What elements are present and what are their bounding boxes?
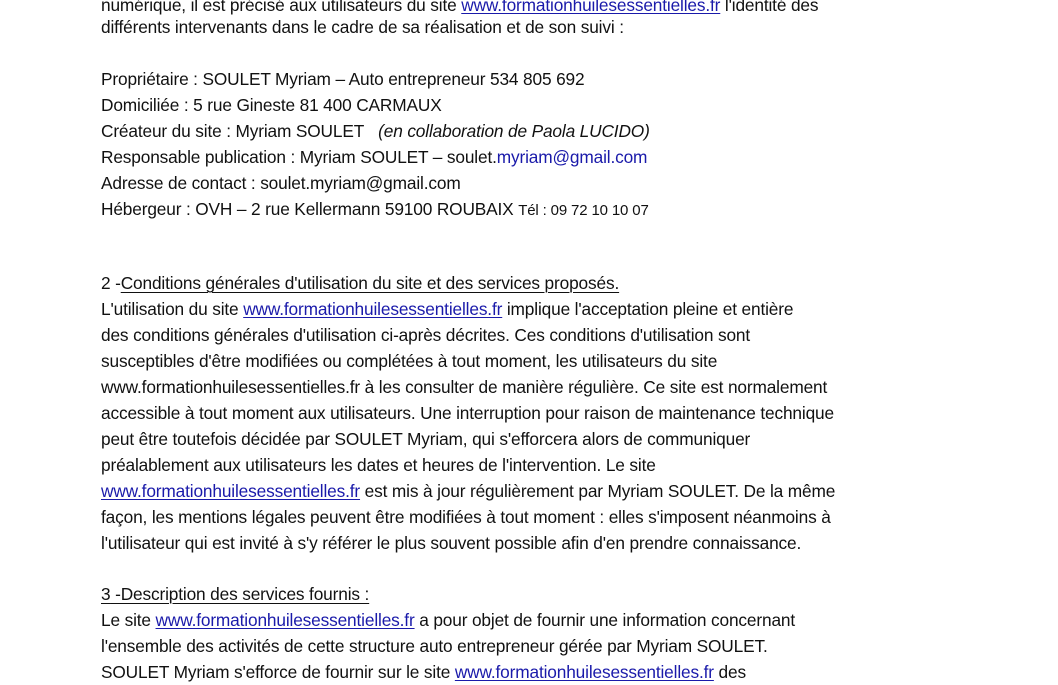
section-3-line-2: l'ensemble des activités de cette structure auto entrepreneur gérée par Myriam SOULET.: [101, 636, 768, 656]
section-3-text-end: des: [713, 662, 746, 682]
section-3-text: Le site: [101, 610, 156, 630]
site-link[interactable]: www.formationhuilesessentielles.fr: [461, 0, 721, 15]
site-link[interactable]: www.formationhuilesessentielles.fr: [155, 610, 415, 630]
section-2-text-end: est mis à jour régulièrement par Myriam SOULET. De la même: [360, 481, 836, 501]
site-link[interactable]: www.formationhuilesessentielles.fr: [243, 299, 503, 319]
section-2-text: L'utilisation du site: [101, 299, 244, 319]
host-phone: Tél : 09 72 10 10 07: [518, 202, 649, 219]
section-3-line-3: [101, 659, 746, 685]
section-3-number: 3: [101, 584, 111, 604]
site-link[interactable]: www.formationhuilesessentielles.fr: [101, 481, 361, 501]
section-2-line-2: des conditions générales d'utilisation ci-après décrites. Ces conditions d'utilisation sont: [101, 325, 751, 345]
section-3-heading: [101, 581, 369, 607]
publisher-line: [101, 144, 647, 170]
site-link[interactable]: www.formationhuilesessentielles.fr: [454, 662, 714, 682]
contact-line: Adresse de contact : soulet.myriam@gmail.com: [101, 173, 461, 193]
creator-text: Créateur du site : Myriam SOULET: [101, 121, 365, 141]
section-2-line-4: www.formationhuilesessentielles.fr à les consulter de manière régulière. Ce site est normalement: [101, 377, 828, 397]
domicile-line: Domiciliée : 5 rue Gineste 81 400 CARMAUX: [101, 95, 442, 115]
section-2-number: 2 -: [101, 273, 121, 293]
intro-line-2: différents intervenants dans le cadre de sa réalisation et de son suivi :: [101, 17, 624, 37]
section-2-text-end: implique l'acceptation pleine et entière: [502, 299, 794, 319]
intro-text-end: l'identité des: [720, 0, 819, 15]
owner-line: Propriétaire : SOULET Myriam – Auto entrepreneur 534 805 692: [101, 69, 585, 89]
section-3-text: SOULET Myriam s'efforce de fournir sur le site: [101, 662, 455, 682]
intro-text: numérique, il est précisé aux utilisateurs du site: [101, 0, 462, 15]
section-3-title: -Description des services fournis :: [110, 584, 370, 604]
section-2-line-7: préalablement aux utilisateurs les dates et heures de l'intervention. Le site: [101, 455, 656, 475]
section-2-line-9: façon, les mentions légales peuvent être modifiées à tout moment : elles s'imposent néanmoins à: [101, 507, 831, 527]
publisher-text: Responsable publication : Myriam SOULET – soulet.: [101, 147, 497, 167]
publisher-email[interactable]: myriam@gmail.com: [496, 147, 648, 167]
host-line: [101, 196, 649, 222]
section-2-line-10: l'utilisateur qui est invité à s'y référer le plus souvent possible afin d'en prendre connaissance.: [101, 533, 802, 553]
section-2-line-3: susceptibles d'être modifiées ou complétées à tout moment, les utilisateurs du site: [101, 351, 718, 371]
section-2-title: Conditions générales d'utilisation du site et des services proposés.: [120, 273, 620, 293]
host-text: Hébergeur : OVH – 2 rue Kellermann 59100 ROUBAIX: [101, 199, 519, 219]
section-2-line-8: [101, 478, 835, 504]
section-2-line-5: accessible à tout moment aux utilisateurs. Une interruption pour raison de maintenance technique: [101, 403, 834, 423]
creator-note: (en collaboration de Paola LUCIDO): [378, 121, 650, 141]
section-2-line-6: peut être toutefois décidée par SOULET Myriam, qui s'efforcera alors de communiquer: [101, 429, 751, 449]
section-3-text-end: a pour objet de fournir une information concernant: [414, 610, 796, 630]
section-2-line-1: [101, 296, 793, 322]
section-2-heading: [101, 270, 619, 296]
creator-line: [101, 118, 650, 144]
section-3-line-1: [101, 607, 795, 633]
